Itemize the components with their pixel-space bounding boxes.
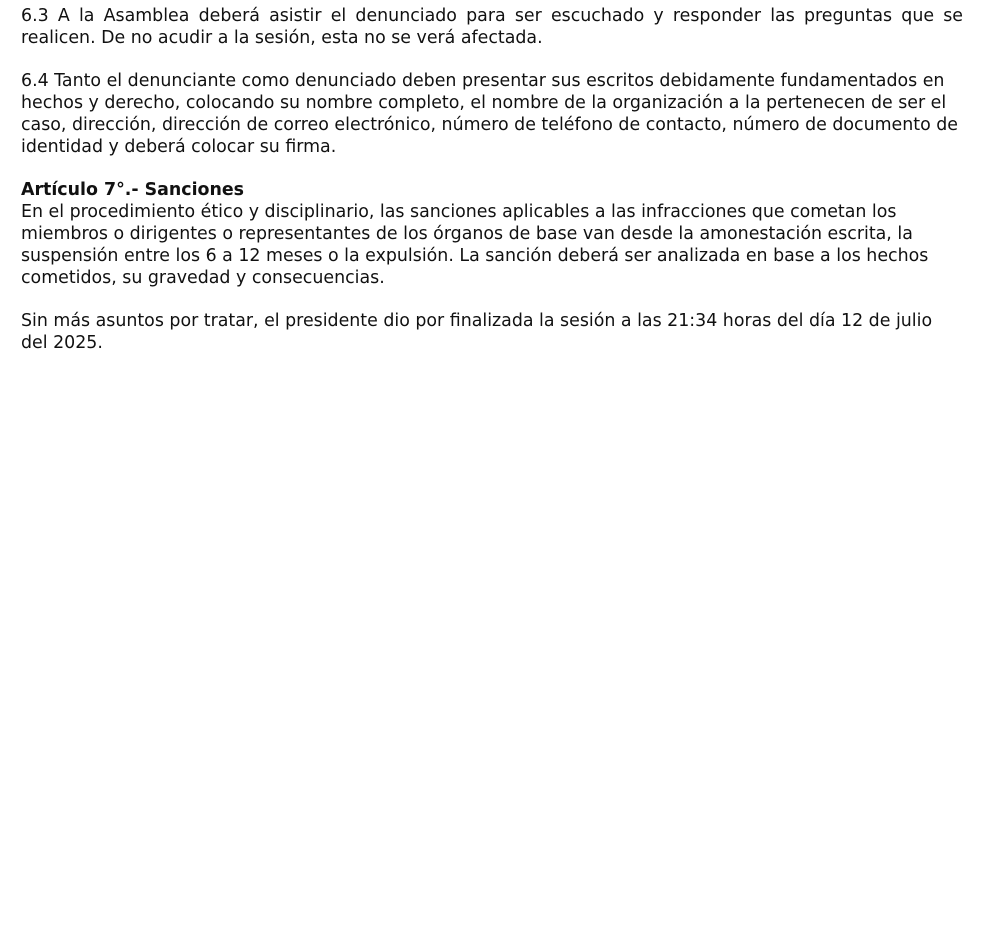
document-page [21, 6, 963, 377]
article-7-body: En el procedimiento ético y disciplinario, las sanciones aplicables a las infracciones que cometan los miembros o dirigentes o representantes de los órganos de base van desde la amonestación escrita, la suspensión entre los 6 a 12 meses o la expulsión. La sanción deberá ser analizada en base a los hechos cometidos, su gravedad y consecuencias. [21, 202, 929, 288]
closing-paragraph: Sin más asuntos por tratar, el presidente dio por finalizada la sesión a las 21:34 horas del día 12 de julio del 2025. [21, 311, 933, 353]
paragraph-6-4: 6.4 Tanto el denunciante como denunciado deben presentar sus escritos debidamente fundamentados en hechos y derecho, colocando su nombre completo, el nombre de la organización a la pertenecen de ser el caso, dirección, dirección de correo electrónico, número de teléfono de contacto, número de documento de identidad y deberá colocar su firma. [21, 71, 959, 157]
article-7-heading: Artículo 7°.- Sanciones [21, 180, 245, 201]
paragraph-6-3: 6.3 A la Asamblea deberá asistir el denunciado para ser escuchado y responder las preguntas que se realicen. De no acudir a la sesión, esta no se verá afectada. [21, 6, 963, 48]
